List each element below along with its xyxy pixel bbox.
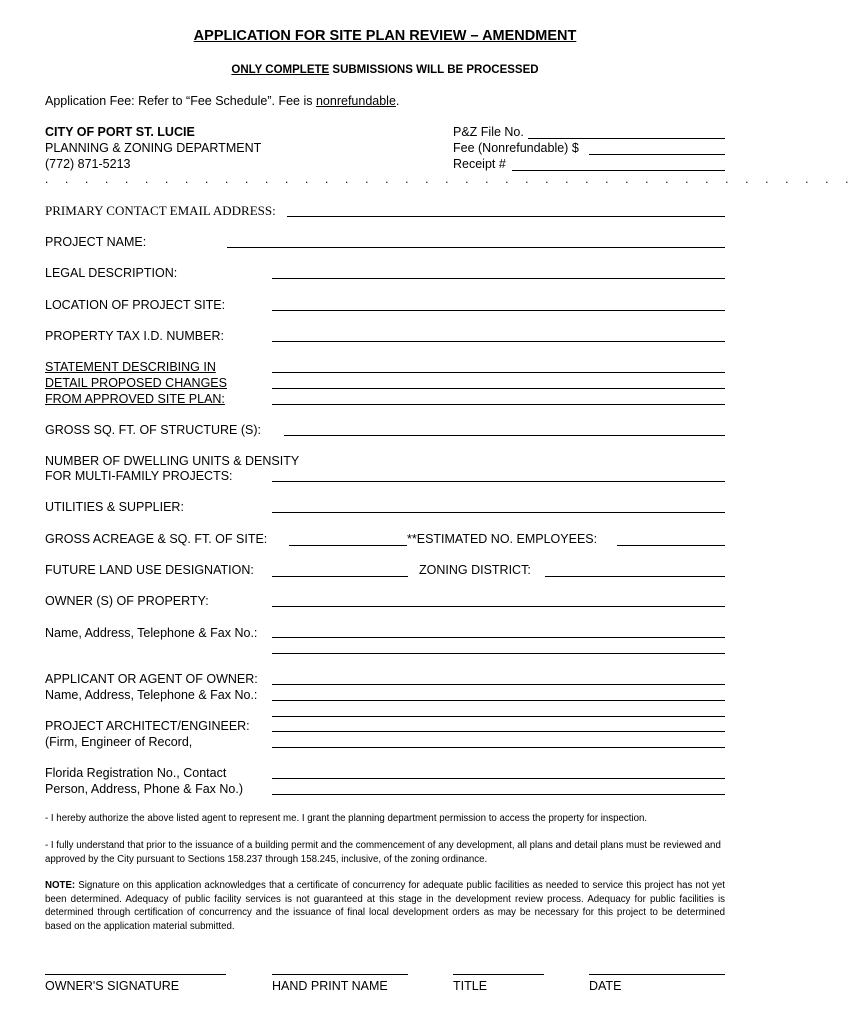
statement-input-line3[interactable] [272, 404, 725, 405]
statement-label-line2: DETAIL PROPOSED CHANGES [45, 376, 227, 390]
statement-input-line2[interactable] [272, 388, 725, 389]
registration-input-line2[interactable] [272, 794, 725, 795]
dwelling-label-line2: FOR MULTI-FAMILY PROJECTS: [45, 469, 233, 483]
title-line[interactable] [453, 974, 544, 975]
owner-input[interactable] [272, 606, 725, 607]
receipt-label: Receipt # [453, 157, 506, 171]
subtitle-rest: SUBMISSIONS WILL BE PROCESSED [329, 64, 539, 76]
utilities-label: UTILITIES & SUPPLIER: [45, 500, 184, 514]
department-phone: (772) 871-5213 [45, 157, 131, 171]
utilities-input[interactable] [272, 512, 725, 513]
gross-sqft-label: GROSS SQ. FT. OF STRUCTURE (S): [45, 423, 261, 437]
fee-text: Application Fee: Refer to “Fee Schedule”. Fee is [45, 94, 316, 108]
title-label: TITLE [453, 979, 488, 993]
architect-input-line2[interactable] [272, 731, 725, 732]
fee-nonrefundable: nonrefundable [315, 94, 396, 108]
location-label: LOCATION OF PROJECT SITE: [45, 298, 226, 312]
owner-label: OWNER (S) OF PROPERTY: [45, 594, 209, 608]
date-label: DATE [589, 979, 622, 993]
fee-label: Fee (Nonrefundable) $ [453, 141, 579, 155]
owner-contact-input-line2[interactable] [272, 653, 725, 654]
acreage-label: GROSS ACREAGE & SQ. FT. OF SITE: [45, 532, 268, 546]
architect-label-line1: PROJECT ARCHITECT/ENGINEER: [45, 719, 250, 733]
legal-description-input[interactable] [272, 278, 725, 279]
fee-input[interactable] [589, 154, 725, 155]
registration-label-line1: Florida Registration No., Contact [45, 766, 227, 780]
statement-input-line1[interactable] [272, 372, 725, 373]
dotted-divider: . . . . . . . . . . . . . . . . . . . . . . . . . . . . . . . . . . . . . . . . . [45, 172, 849, 186]
tax-id-label: PROPERTY TAX I.D. NUMBER: [45, 329, 224, 343]
subtitle-emphasis: ONLY COMPLETE [231, 64, 330, 76]
architect-input-line3[interactable] [272, 747, 725, 748]
owner-signature-label: OWNER'S SIGNATURE [45, 979, 180, 993]
architect-input-line1[interactable] [272, 716, 725, 717]
land-use-label: FUTURE LAND USE DESIGNATION: [45, 563, 254, 577]
authorization-statement: - I hereby authorize the above listed agent to represent me. I grant the planning department permission to access the property for inspection. [45, 813, 648, 824]
receipt-input[interactable] [512, 170, 725, 171]
agent-label-line1: APPLICANT OR AGENT OF OWNER: [45, 672, 258, 686]
owner-signature-line[interactable] [45, 974, 226, 975]
email-input[interactable] [287, 216, 725, 217]
pz-file-input[interactable] [528, 138, 725, 139]
land-use-input[interactable] [272, 576, 408, 577]
page-title: APPLICATION FOR SITE PLAN REVIEW – AMENDMENT [193, 28, 577, 44]
understanding-statement: - I fully understand that prior to the issuance of a building permit and the commencement of any development, all plans and detail plans must be reviewed and approved by the City pursuant to Sections 158.237 through 158.245, inclusive, of the zoning ordinance. [45, 840, 721, 865]
project-name-input[interactable] [227, 247, 725, 248]
concurrency-note [45, 879, 725, 933]
dwelling-input[interactable] [272, 481, 725, 482]
gross-sqft-input[interactable] [284, 435, 725, 436]
agent-input-line1[interactable] [272, 684, 725, 685]
subtitle [0, 64, 770, 76]
agent-input-line2[interactable] [272, 700, 725, 701]
note-text: Signature on this application acknowledges that a certificate of concurrency for adequate public facilities as needed to service this project has not yet been determined. Adequacy of public facility services is not guaranteed at this stage in the development review process. Adequacy for public facilities is determined through certification of concurrency and the issuance of final local development orders as may be necessary for this project to be determined based on the application material submitted. [45, 880, 725, 932]
owner-contact-input-line1[interactable] [272, 637, 725, 638]
registration-input-line1[interactable] [272, 778, 725, 779]
location-input[interactable] [272, 310, 725, 311]
note-label: NOTE: [45, 880, 76, 891]
project-name-label: PROJECT NAME: [45, 235, 147, 249]
zoning-label: ZONING DISTRICT: [419, 563, 531, 577]
department-name: PLANNING & ZONING DEPARTMENT [45, 141, 262, 155]
print-name-line[interactable] [272, 974, 408, 975]
email-label: PRIMARY CONTACT EMAIL ADDRESS: [45, 203, 276, 218]
zoning-input[interactable] [545, 576, 725, 577]
fee-period: . [395, 94, 400, 108]
application-fee-note [45, 94, 399, 109]
date-line[interactable] [589, 974, 725, 975]
city-name: CITY OF PORT ST. LUCIE [45, 125, 195, 139]
pz-file-label: P&Z File No. [453, 125, 524, 139]
registration-label-line2: Person, Address, Phone & Fax No.) [45, 782, 244, 796]
dwelling-label-line1: NUMBER OF DWELLING UNITS & DENSITY [45, 454, 300, 468]
statement-label-line3: FROM APPROVED SITE PLAN: [45, 392, 225, 406]
acreage-input[interactable] [289, 545, 407, 546]
agent-label-line2: Name, Address, Telephone & Fax No.: [45, 688, 258, 702]
tax-id-input[interactable] [272, 341, 725, 342]
owner-contact-label: Name, Address, Telephone & Fax No.: [45, 626, 258, 640]
employees-label: **ESTIMATED NO. EMPLOYEES: [407, 532, 598, 546]
legal-description-label: LEGAL DESCRIPTION: [45, 266, 178, 280]
architect-label-line2: (Firm, Engineer of Record, [45, 735, 193, 749]
employees-input[interactable] [617, 545, 725, 546]
statement-label-line1: STATEMENT DESCRIBING IN [45, 360, 216, 374]
print-name-label: HAND PRINT NAME [272, 979, 388, 993]
